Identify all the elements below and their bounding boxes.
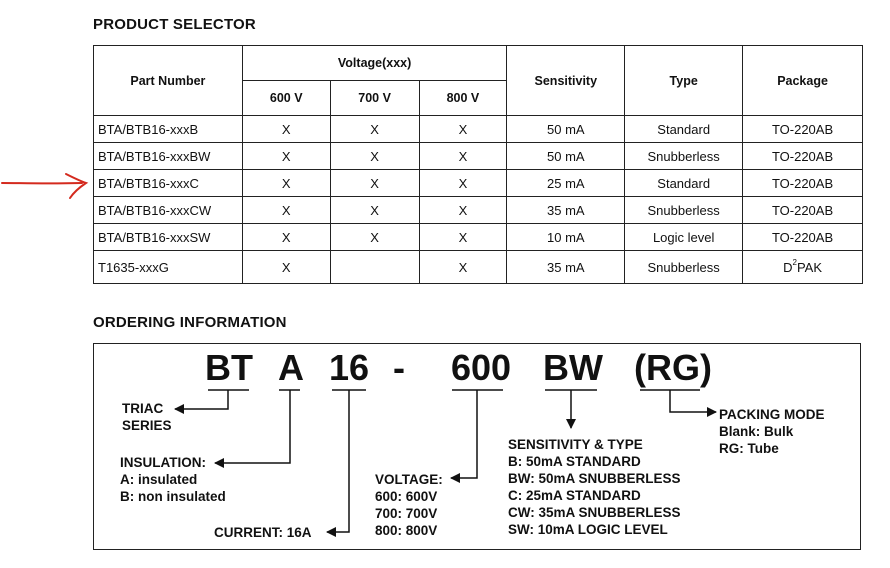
label-current: CURRENT: 16A	[214, 525, 312, 540]
cell-part: BTA/BTB16-xxxC	[94, 170, 243, 197]
code-packing: (RG)	[634, 347, 712, 388]
cell-package: TO-220AB	[743, 224, 863, 251]
label-insulation-title: INSULATION:	[120, 455, 206, 470]
code-voltage: 600	[451, 347, 512, 388]
header-package: Package	[743, 46, 863, 116]
cell-type: Snubberless	[625, 197, 743, 224]
label-triac-line1: TRIAC	[122, 401, 164, 416]
cell-800v: X	[419, 197, 507, 224]
label-triac	[122, 400, 172, 434]
cell-part: BTA/BTB16-xxxCW	[94, 197, 243, 224]
label-sensitivity-b: B: 50mA STANDARD	[508, 454, 641, 469]
label-packing-title: PACKING MODE	[719, 407, 825, 422]
header-type: Type	[625, 46, 743, 116]
cell-package: TO-220AB	[743, 143, 863, 170]
code-insulation: A	[278, 347, 304, 388]
label-sensitivity	[508, 436, 681, 538]
cell-700v: X	[330, 224, 419, 251]
cell-600v: X	[242, 116, 330, 143]
cell-800v: X	[419, 170, 507, 197]
label-packing-rg: RG: Tube	[719, 441, 779, 456]
header-voltage: Voltage(xxx)	[242, 46, 507, 81]
label-packing	[719, 406, 825, 457]
cell-part: BTA/BTB16-xxxSW	[94, 224, 243, 251]
cell-package: TO-220AB	[743, 197, 863, 224]
label-sensitivity-cw: CW: 35mA SNUBBERLESS	[508, 505, 681, 520]
label-voltage	[375, 471, 443, 539]
label-voltage-title: VOLTAGE:	[375, 472, 443, 487]
label-sensitivity-c: C: 25mA STANDARD	[508, 488, 641, 503]
cell-600v: X	[242, 197, 330, 224]
cell-700v: X	[330, 116, 419, 143]
label-voltage-800: 800: 800V	[375, 523, 438, 538]
cell-sensitivity: 35 mA	[507, 251, 625, 284]
cell-800v: X	[419, 143, 507, 170]
header-700v: 700 V	[330, 81, 419, 116]
code-series: BT	[205, 347, 253, 388]
cell-700v: X	[330, 197, 419, 224]
code-sensitivity: BW	[543, 347, 603, 388]
ordering-information-title: ORDERING INFORMATION	[93, 314, 287, 331]
package-tail: PAK	[796, 259, 822, 275]
label-sensitivity-sw: SW: 10mA LOGIC LEVEL	[508, 522, 668, 537]
cell-600v: X	[242, 143, 330, 170]
cell-800v: X	[419, 116, 507, 143]
header-sensitivity: Sensitivity	[507, 46, 625, 116]
header-part-number: Part Number	[94, 46, 243, 116]
cell-800v: X	[419, 224, 507, 251]
cell-sensitivity: 50 mA	[507, 143, 625, 170]
package-main: D	[783, 259, 793, 275]
cell-type: Snubberless	[625, 143, 743, 170]
cell-sensitivity: 10 mA	[507, 224, 625, 251]
label-voltage-600: 600: 600V	[375, 489, 438, 504]
cell-sensitivity: 50 mA	[507, 116, 625, 143]
product-selector-title: PRODUCT SELECTOR	[93, 16, 256, 33]
cell-800v: X	[419, 251, 507, 284]
package-superscript: 2	[792, 257, 797, 267]
cell-type: Snubberless	[625, 251, 743, 284]
label-voltage-700: 700: 700V	[375, 506, 438, 521]
cell-part: T1635-xxxG	[94, 251, 243, 284]
label-insulation	[120, 454, 226, 505]
cell-type: Logic level	[625, 224, 743, 251]
label-triac-line2: SERIES	[122, 418, 172, 433]
header-800v: 800 V	[419, 81, 507, 116]
cell-part: BTA/BTB16-xxxBW	[94, 143, 243, 170]
cell-600v: X	[242, 170, 330, 197]
label-sensitivity-bw: BW: 50mA SNUBBERLESS	[508, 471, 681, 486]
cell-part: BTA/BTB16-xxxB	[94, 116, 243, 143]
cell-type: Standard	[625, 170, 743, 197]
label-sensitivity-title: SENSITIVITY & TYPE	[508, 437, 643, 452]
cell-sensitivity: 25 mA	[507, 170, 625, 197]
label-insulation-a: A: insulated	[120, 472, 198, 487]
cell-sensitivity: 35 mA	[507, 197, 625, 224]
cell-600v: X	[242, 251, 330, 284]
code-current: 16	[329, 347, 370, 388]
cell-type: Standard	[625, 116, 743, 143]
code-dash: -	[393, 347, 405, 388]
label-packing-blank: Blank: Bulk	[719, 424, 794, 439]
label-insulation-b: B: non insulated	[120, 489, 226, 504]
cell-700v: X	[330, 143, 419, 170]
cell-package: TO-220AB	[743, 116, 863, 143]
header-600v: 600 V	[242, 81, 330, 116]
cell-600v: X	[242, 224, 330, 251]
cell-700v: X	[330, 170, 419, 197]
cell-package: TO-220AB	[743, 170, 863, 197]
